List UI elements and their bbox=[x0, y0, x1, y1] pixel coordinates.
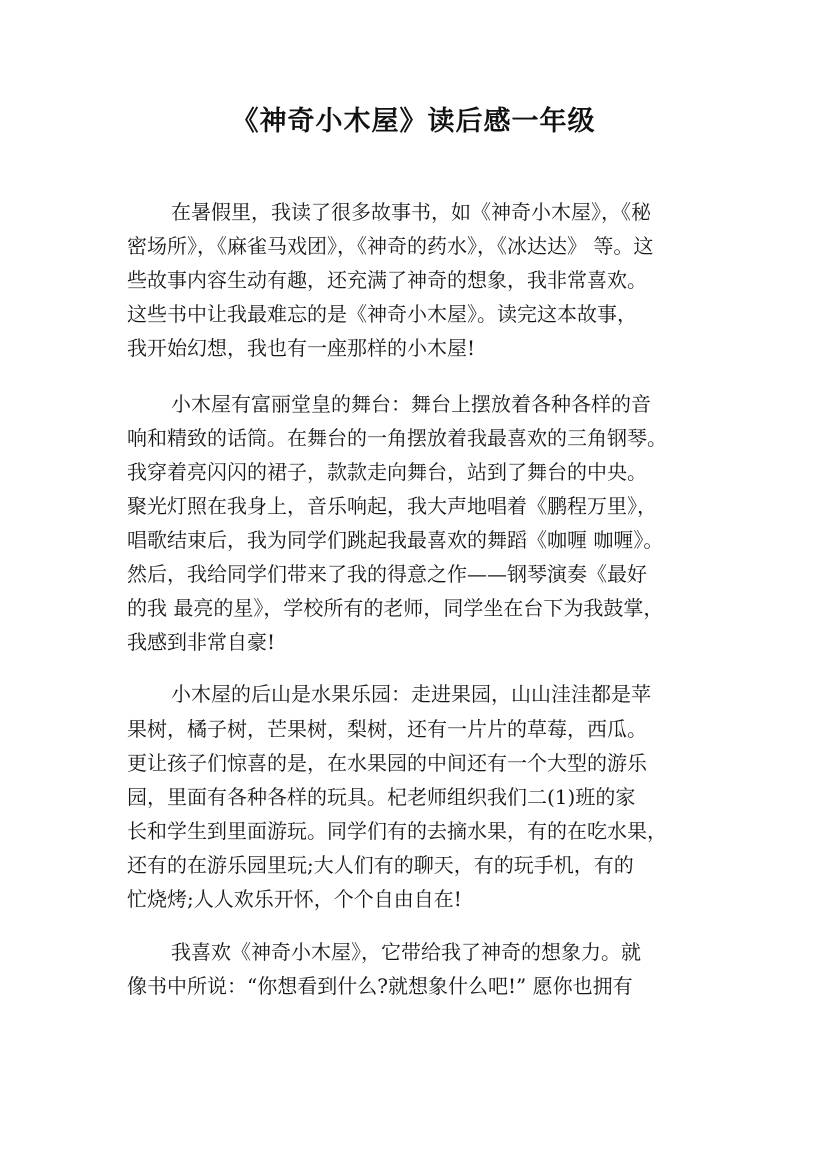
text-line: 我喜欢《神奇小木屋》，它带给我了神奇的想象力。就 bbox=[171, 940, 641, 964]
document-title: 《神奇小木屋》读后感一年级 bbox=[231, 106, 596, 137]
text-line: 的我 最亮的星》，学校所有的老师，同学坐在台下为我鼓掌， bbox=[127, 596, 664, 620]
text-line: 果树，橘子树，芒果树，梨树，还有一片片的草莓，西瓜。 bbox=[127, 717, 647, 741]
text-line: 我感到非常自豪! bbox=[127, 630, 276, 654]
text-line: 聚光灯照在我身上，音乐响起，我大声地唱着《鹏程万里》， bbox=[127, 494, 657, 518]
text-line: 我开始幻想，我也有一座那样的小木屋! bbox=[127, 336, 476, 360]
text-line: 些故事内容生动有趣，还充满了神奇的想象，我非常喜欢。 bbox=[127, 268, 647, 292]
text-line: 还有的在游乐园里玩;大人们有的聊天，有的玩手机，有的 bbox=[127, 853, 634, 877]
text-line: 在暑假里，我读了很多故事书，如《神奇小木屋》，《秘 bbox=[171, 200, 651, 224]
text-line: 这些书中让我最难忘的是《神奇小木屋》。读完这本故事， bbox=[127, 302, 637, 326]
text-line: 长和学生到里面游玩。同学们有的去摘水果，有的在吃水果， bbox=[127, 819, 667, 843]
text-line: 然后，我给同学们带来了我的得意之作——钢琴演奏《最好 bbox=[127, 562, 647, 586]
text-line: 唱歌结束后，我为同学们跳起我最喜欢的舞蹈《咖喱 咖喱》。 bbox=[127, 528, 664, 552]
text-line: 密场所》，《麻雀马戏团》，《神奇的药水》，《冰达达》 等。这 bbox=[127, 234, 654, 258]
text-line: 像书中所说：“你想看到什么?就想象什么吧!” 愿你也拥有 bbox=[127, 974, 633, 998]
text-line: 我穿着亮闪闪的裙子，款款走向舞台，站到了舞台的中央。 bbox=[127, 460, 647, 484]
text-line: 更让孩子们惊喜的是，在水果园的中间还有一个大型的游乐 bbox=[127, 751, 647, 775]
text-line: 小木屋有富丽堂皇的舞台：舞台上摆放着各种各样的音 bbox=[171, 392, 651, 416]
text-line: 园，里面有各种各样的玩具。杞老师组织我们二(1)班的家 bbox=[127, 785, 636, 809]
text-line: 小木屋的后山是水果乐园：走进果园，山山洼洼都是苹 bbox=[171, 682, 651, 706]
text-line: 忙烧烤;人人欢乐开怀，个个自由自在! bbox=[127, 887, 462, 911]
text-line: 响和精致的话筒。在舞台的一角摆放着我最喜欢的三角钢琴。 bbox=[127, 426, 667, 450]
